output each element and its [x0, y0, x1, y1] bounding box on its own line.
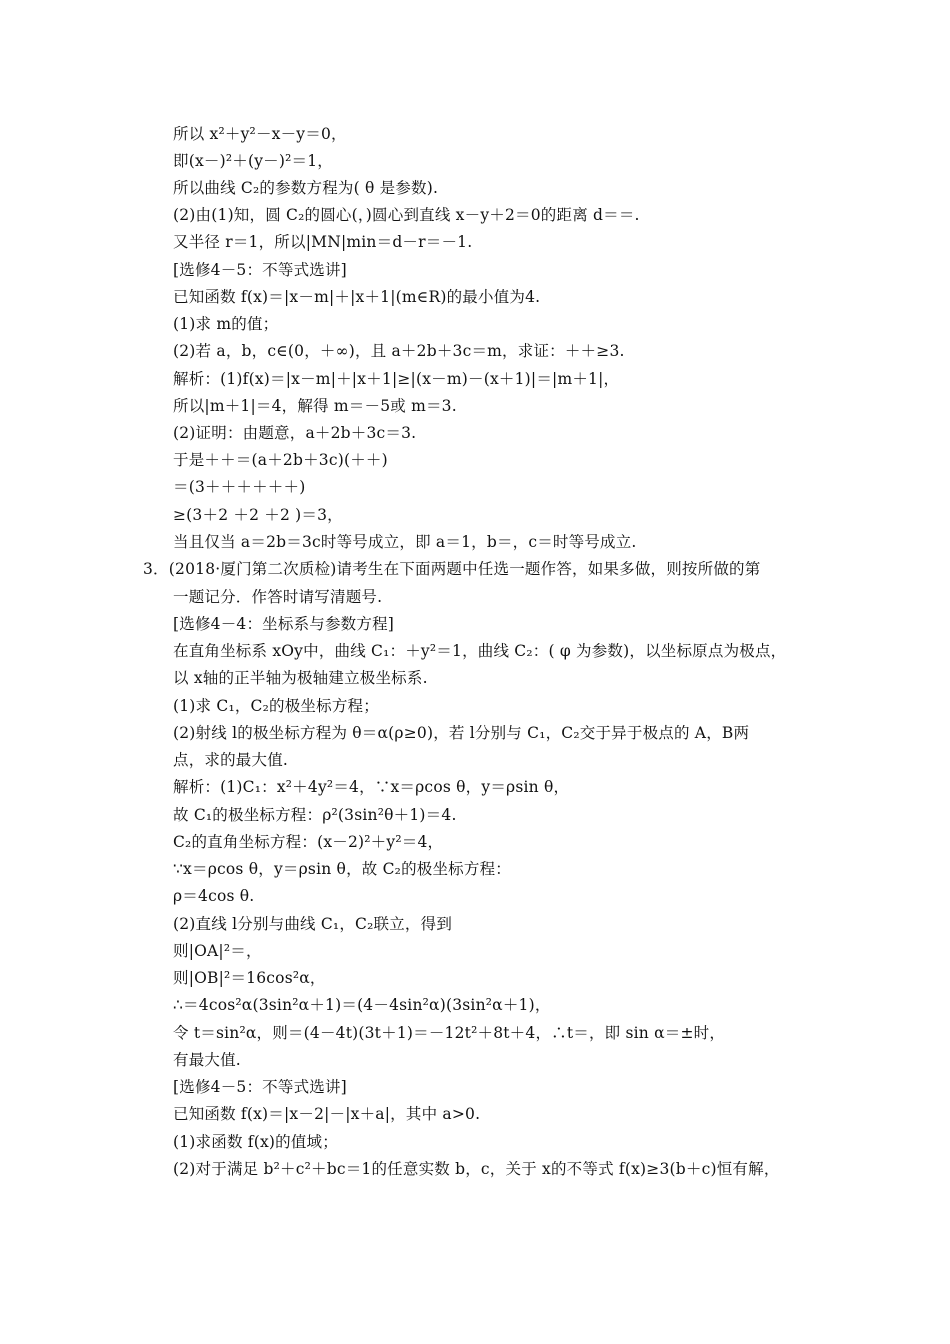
text-line: (2)证明：由题意，a＋2b＋3c＝3. — [173, 424, 417, 442]
text-line: (1)求 C₁，C₂的极坐标方程； — [173, 697, 379, 715]
text-line: 有最大值. — [173, 1051, 241, 1069]
text-line: 令 t＝sin²α，则＝(4－4t)(3t＋1)＝－12t²＋8t＋4，∴t＝，即 sin α＝±时， — [173, 1024, 726, 1042]
text-line: 以 x轴的正半轴为极轴建立极坐标系. — [173, 669, 428, 687]
text-line: (2)对于满足 b²＋c²＋bc＝1的任意实数 b，c，关于 x的不等式 f(x)≥3(b＋c)恒有解， — [173, 1160, 780, 1178]
text-line: 故 C₁的极坐标方程：ρ²(3sin²θ＋1)＝4. — [173, 806, 457, 824]
text-line: ∴＝4cos²α(3sin²α＋1)＝(4－4sin²α)(3sin²α＋1)， — [173, 996, 551, 1014]
text-line: 则|OA|²＝， — [173, 942, 262, 960]
section-heading: [选修4－5：不等式选讲] — [173, 261, 347, 279]
text-line: (2)由(1)知，圆 C₂的圆心(，)圆心到直线 x－y＋2＝0的距离 d＝＝. — [173, 206, 640, 224]
problem-heading: 3．(2018·厦门第二次质检)请考生在下面两题中任选一题作答，如果多做，则按所做的第 — [143, 560, 761, 578]
text-line: (1)求函数 f(x)的值域； — [173, 1133, 338, 1151]
text-line: ＝(3＋＋＋＋＋＋) — [173, 478, 306, 496]
text-line: 则|OB|²＝16cos²α， — [173, 969, 326, 987]
text-line: 即(x－)²＋(y－)²＝1， — [173, 152, 333, 170]
text-line: ∵x＝ρcos θ，y＝ρsin θ，故 C₂的极坐标方程： — [173, 860, 511, 878]
text-line: 所以|m＋1|＝4，解得 m＝－5或 m＝3. — [173, 397, 457, 415]
text-line: 已知函数 f(x)＝|x－m|＋|x＋1|(m∈R)的最小值为4. — [173, 288, 541, 306]
text-line: 当且仅当 a＝2b＝3c时等号成立，即 a＝1，b＝，c＝时等号成立. — [173, 533, 637, 551]
text-line: 点，求的最大值. — [173, 751, 289, 769]
text-line: 已知函数 f(x)＝|x－2|－|x＋a|，其中 a>0. — [173, 1105, 481, 1123]
text-line: 解析：(1)C₁：x²＋4y²＝4，∵x＝ρcos θ，y＝ρsin θ， — [173, 778, 570, 796]
section-heading: [选修4－5：不等式选讲] — [173, 1078, 347, 1096]
text-line: ρ＝4cos θ. — [173, 887, 255, 905]
text-line: (2)射线 l的极坐标方程为 θ＝α(ρ≥0)，若 l分别与 C₁，C₂交于异于极点的 A，B两 — [173, 724, 750, 742]
text-line: 一题记分．作答时请写清题号. — [173, 588, 383, 606]
text-line: 又半径 r＝1，所以|MN|min＝d－r＝－1. — [173, 233, 473, 251]
text-line: 所以曲线 C₂的参数方程为( θ 是参数). — [173, 179, 439, 197]
section-heading: [选修4－4：坐标系与参数方程] — [173, 615, 395, 633]
text-line: (1)求 m的值； — [173, 315, 279, 333]
text-line: 于是＋＋＝(a＋2b＋3c)(＋＋) — [173, 451, 388, 469]
text-line: 所以 x²＋y²－x－y＝0， — [173, 125, 347, 143]
text-line: C₂的直角坐标方程：(x－2)²＋y²＝4， — [173, 833, 444, 851]
text-line: 在直角坐标系 xOy中，曲线 C₁：＋y²＝1，曲线 C₂：( φ 为参数)，以坐标原点为极点， — [173, 642, 787, 660]
text-line: (2)直线 l分别与曲线 C₁，C₂联立，得到 — [173, 915, 453, 933]
text-line: ≥(3＋2 ＋2 ＋2 )＝3， — [173, 506, 343, 524]
text-line: 解析：(1)f(x)＝|x－m|＋|x＋1|≥|(x－m)－(x＋1)|＝|m＋1|， — [173, 370, 620, 388]
text-line: (2)若 a，b，c∈(0，＋∞)，且 a＋2b＋3c＝m，求证：＋＋≥3. — [173, 342, 625, 360]
